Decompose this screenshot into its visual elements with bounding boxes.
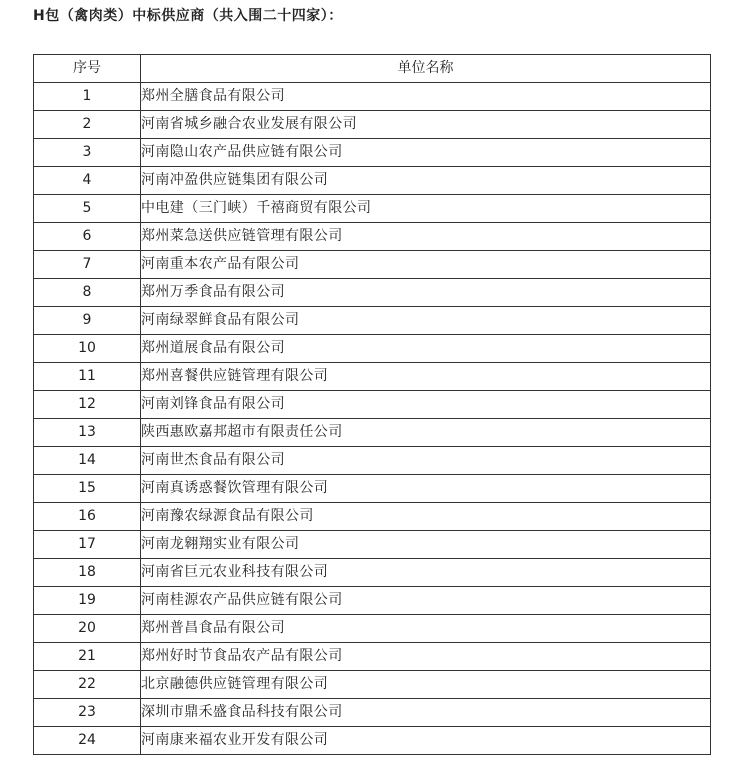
company-name: 河南桂源农产品供应链有限公司	[141, 587, 711, 615]
company-name: 河南省城乡融合农业发展有限公司	[141, 111, 711, 139]
table-row	[34, 419, 711, 447]
row-number: 12	[34, 391, 141, 419]
company-name: 河南豫农绿源食品有限公司	[141, 503, 711, 531]
row-number: 2	[34, 111, 141, 139]
row-number: 17	[34, 531, 141, 559]
row-number: 24	[34, 727, 141, 755]
company-name: 河南刘锋食品有限公司	[141, 391, 711, 419]
row-number: 7	[34, 251, 141, 279]
company-name: 河南真诱惑餐饮管理有限公司	[141, 475, 711, 503]
company-name: 河南省巨元农业科技有限公司	[141, 559, 711, 587]
company-name: 郑州喜餐供应链管理有限公司	[141, 363, 711, 391]
table-row	[34, 475, 711, 503]
company-name: 河南龙翱翔实业有限公司	[141, 531, 711, 559]
company-name: 北京融德供应链管理有限公司	[141, 671, 711, 699]
row-number: 20	[34, 615, 141, 643]
table-row	[34, 671, 711, 699]
row-number: 6	[34, 223, 141, 251]
row-number: 19	[34, 587, 141, 615]
table-row	[34, 307, 711, 335]
company-name: 陕西惠欧嘉邦超市有限责任公司	[141, 419, 711, 447]
row-number: 16	[34, 503, 141, 531]
header-number: 序号	[34, 55, 141, 83]
company-name: 郑州万季食品有限公司	[141, 279, 711, 307]
row-number: 3	[34, 139, 141, 167]
company-name: 河南冲盈供应链集团有限公司	[141, 167, 711, 195]
table-row	[34, 727, 711, 755]
table-row	[34, 531, 711, 559]
header-company-name: 单位名称	[141, 55, 711, 83]
company-name: 河南隐山农产品供应链有限公司	[141, 139, 711, 167]
table-row	[34, 279, 711, 307]
company-name: 郑州菜急送供应链管理有限公司	[141, 223, 711, 251]
page-heading: H包（禽肉类）中标供应商（共入围二十四家）：	[33, 8, 343, 24]
table-row	[34, 335, 711, 363]
table-row	[34, 83, 711, 111]
table-row	[34, 195, 711, 223]
table-row	[34, 223, 711, 251]
company-name: 郑州道展食品有限公司	[141, 335, 711, 363]
row-number: 10	[34, 335, 141, 363]
row-number: 9	[34, 307, 141, 335]
company-name: 河南重本农产品有限公司	[141, 251, 711, 279]
table-row	[34, 167, 711, 195]
row-number: 13	[34, 419, 141, 447]
row-number: 8	[34, 279, 141, 307]
table-row	[34, 699, 711, 727]
row-number: 11	[34, 363, 141, 391]
row-number: 4	[34, 167, 141, 195]
supplier-table	[33, 54, 711, 755]
table-row	[34, 251, 711, 279]
table-row	[34, 559, 711, 587]
table-row	[34, 503, 711, 531]
row-number: 1	[34, 83, 141, 111]
company-name: 河南康来福农业开发有限公司	[141, 727, 711, 755]
company-name: 河南绿翠鲜食品有限公司	[141, 307, 711, 335]
row-number: 21	[34, 643, 141, 671]
row-number: 5	[34, 195, 141, 223]
company-name: 郑州普昌食品有限公司	[141, 615, 711, 643]
company-name: 深圳市鼎禾盛食品科技有限公司	[141, 699, 711, 727]
table-row	[34, 447, 711, 475]
company-name: 郑州好时节食品农产品有限公司	[141, 643, 711, 671]
row-number: 22	[34, 671, 141, 699]
table-header-row	[34, 55, 711, 83]
table-row	[34, 139, 711, 167]
company-name: 河南世杰食品有限公司	[141, 447, 711, 475]
row-number: 15	[34, 475, 141, 503]
company-name: 郑州全膳食品有限公司	[141, 83, 711, 111]
row-number: 18	[34, 559, 141, 587]
row-number: 23	[34, 699, 141, 727]
table-row	[34, 363, 711, 391]
table-row	[34, 643, 711, 671]
table-row	[34, 111, 711, 139]
table-row	[34, 391, 711, 419]
company-name: 中电建（三门峡）千禧商贸有限公司	[141, 195, 711, 223]
row-number: 14	[34, 447, 141, 475]
table-body	[34, 83, 711, 755]
table-row	[34, 587, 711, 615]
table-row	[34, 615, 711, 643]
